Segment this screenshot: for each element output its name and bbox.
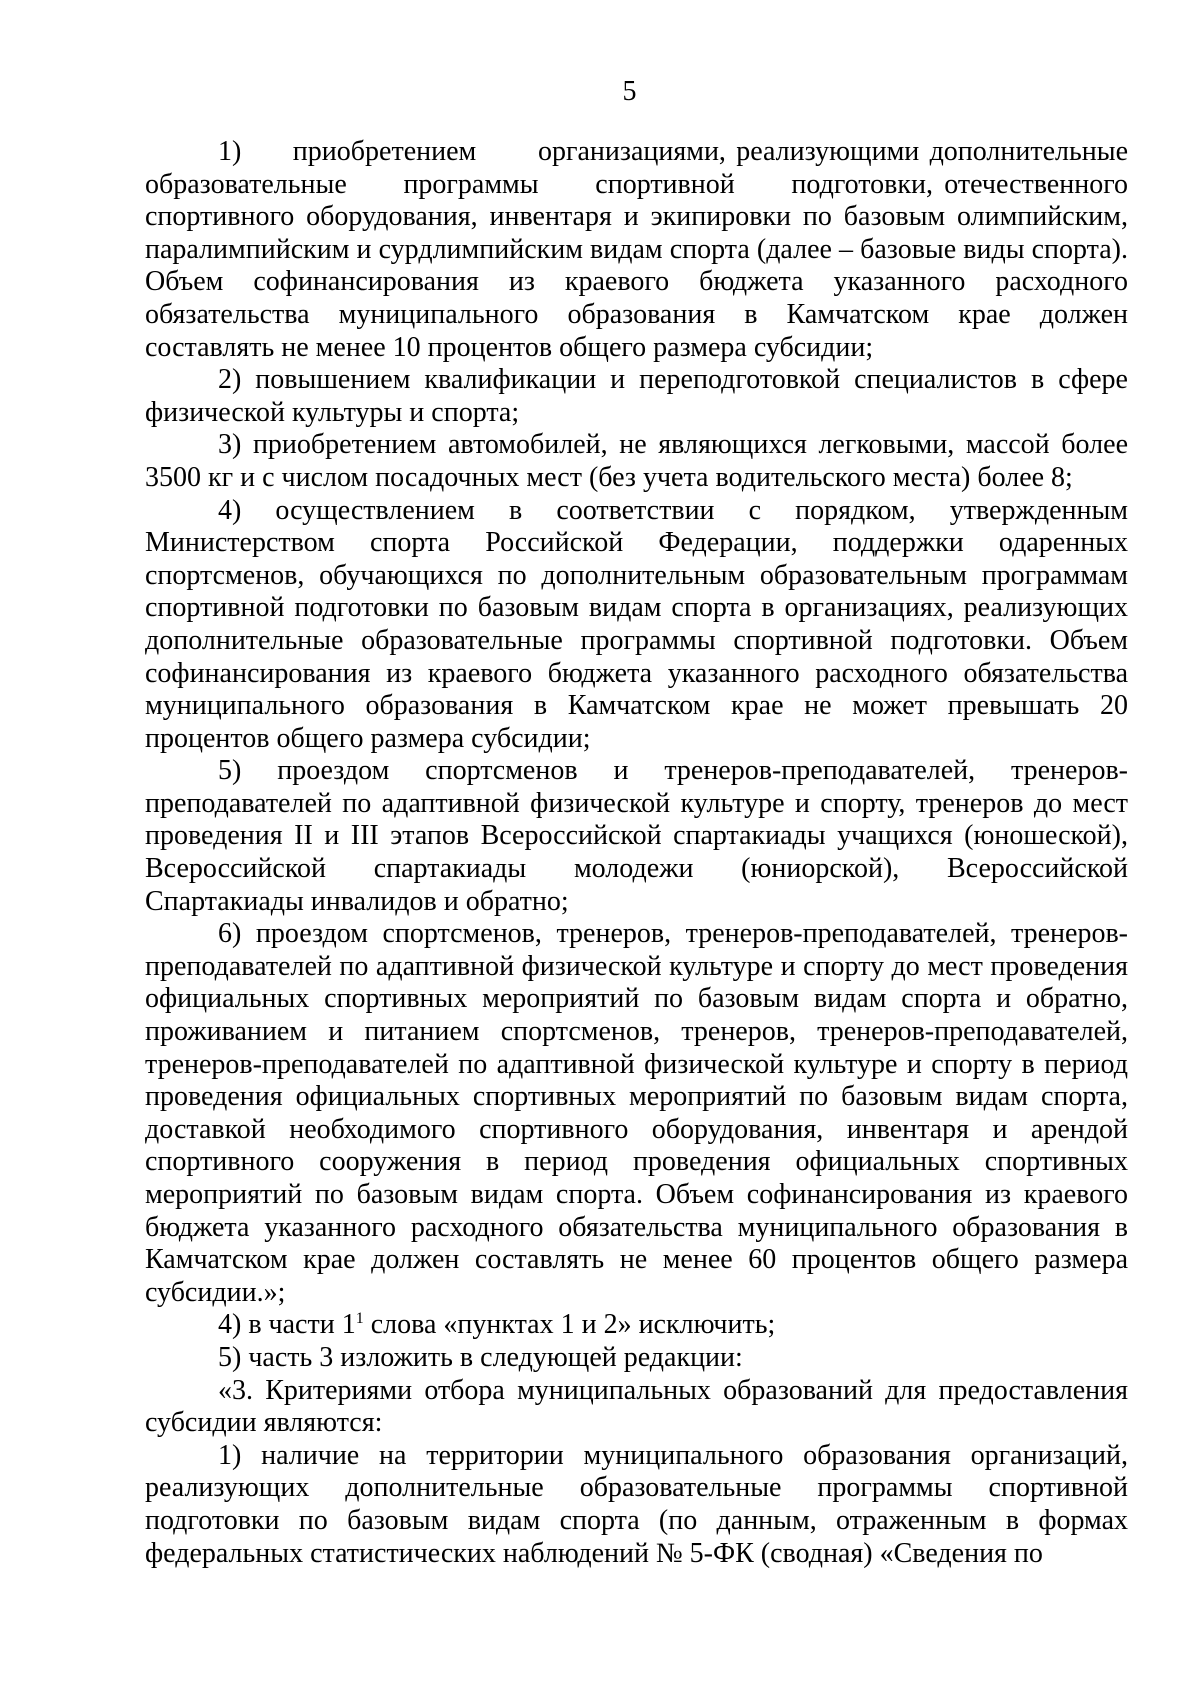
paragraph-item-4: 4) осуществлением в соответствии с порядком, утвержденным Министерством спорта Российской Федерации, поддержки одаренных спортсменов, обучающихся по дополнительным образовательным программам спортивной подготовки по базовым видам спорта в организациях, реализующих дополнительные образовательные программы спортивной подготовки. Объем софинансирования из краевого бюджета указанного расходного обязательства муниципального образования в Камчатском крае не может превышать 20 процентов общего размера субсидии; [145, 494, 1128, 754]
amendment-4-text-end: слова «пунктах 1 и 2» исключить; [363, 1309, 776, 1341]
paragraph-criteria-heading: «3. Критериями отбора муниципальных образований для предоставления субсидии являются: [145, 1374, 1128, 1439]
paragraph-criteria-1: 1) наличие на территории муниципального образования организаций, реализующих дополнительные образовательные программы спортивной подготовки по базовым видам спорта (по данным, отраженным в формах федеральных статистических наблюдений № 5-ФК (сводная) «Сведения по [145, 1439, 1128, 1569]
paragraph-item-5: 5) проездом спортсменов и тренеров-преподавателей, тренеров-преподавателей по адаптивной физической культуре и спорту, тренеров до мест проведения II и III этапов Всероссийской спартакиады учащихся (юношеской), Всероссийской спартакиады молодежи (юниорской), Всероссийской Спартакиады инвалидов и обратно; [145, 755, 1128, 917]
paragraph-amendment-4 [145, 1309, 1128, 1342]
document-body [145, 136, 1128, 1570]
paragraph-item-2: 2) повышением квалификации и переподготовкой специалистов в сфере физической культуры и спорта; [145, 364, 1128, 428]
paragraph-item-6: 6) проездом спортсменов, тренеров, тренеров-преподавателей, тренеров-преподавателей по адаптивной физической культуре и спорту до мест проведения официальных спортивных мероприятий по базовым видам спорта и обратно, проживанием и питанием спортсменов, тренеров, тренеров-преподавателей, тренеров-преподавателей по адаптивной физической культуре и спорту в период проведения официальных спортивных мероприятий по базовым видам спорта, доставкой необходимого спортивного оборудования, инвентаря и арендой спортивного сооружения в период проведения официальных спортивных мероприятий по базовым видам спорта. Объем софинансирования из краевого бюджета указанного расходного обязательства муниципального образования в Камчатском крае должен составлять не менее 60 процентов общего размера субсидии.»; [145, 918, 1128, 1308]
paragraph-item-1: 1) приобретением организациями, реализующими дополнительные образовательные программы спортивной подготовки, отечественного спортивного оборудования, инвентаря и экипировки по базовым олимпийским, паралимпийским и сурдлимпийским видам спорта (далее – базовые виды спорта). Объем софинансирования из краевого бюджета указанного расходного обязательства муниципального образования в Камчатском крае должен составлять не менее 10 процентов общего размера субсидии; [145, 136, 1128, 363]
amendment-4-text-start: 4) в части 1 [218, 1309, 356, 1341]
page-number: 5 [622, 76, 637, 107]
amendment-4-superscript: 1 [355, 1310, 364, 1328]
paragraph-item-3: 3) приобретением автомобилей, не являющихся легковыми, массой более 3500 кг и с числом посадочных мест (без учета водительского места) более 8; [145, 429, 1128, 493]
paragraph-amendment-5: 5) часть 3 изложить в следующей редакции: [218, 1341, 743, 1373]
